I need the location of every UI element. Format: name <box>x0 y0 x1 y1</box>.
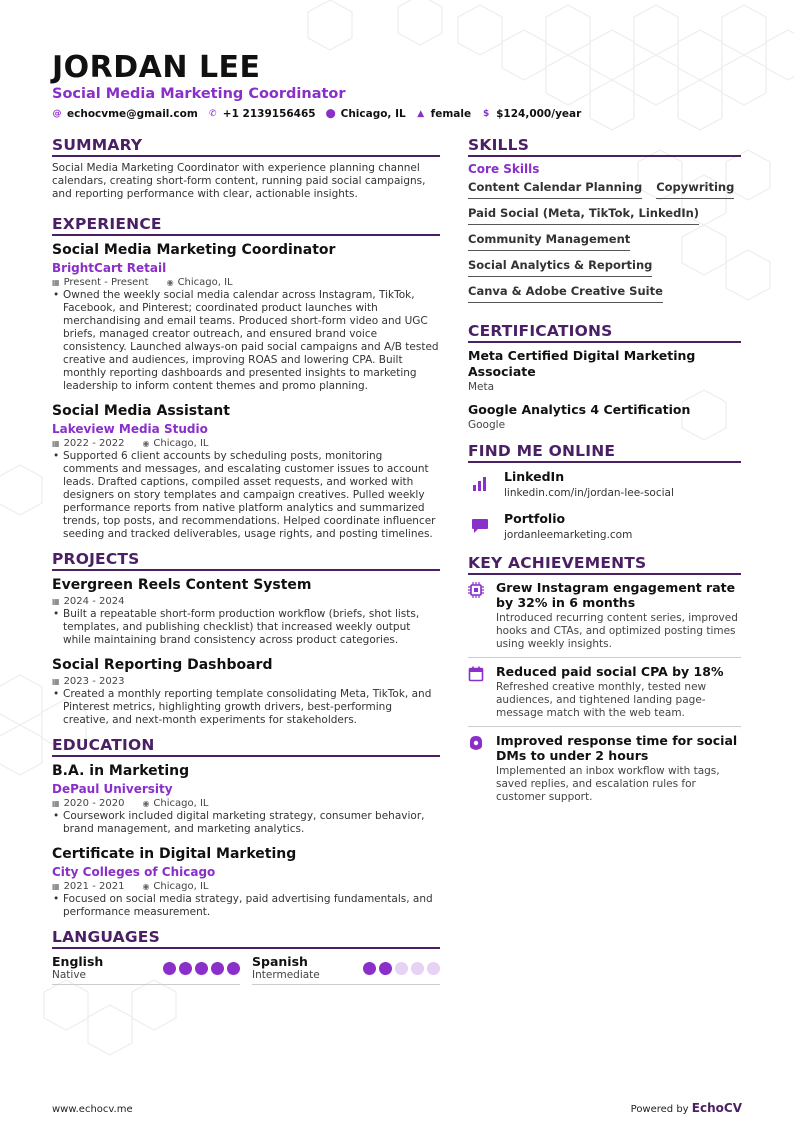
online-section <box>468 442 741 544</box>
footer-powered-by[interactable]: Powered by EchoCV <box>630 1101 742 1115</box>
language-name: English <box>52 954 104 969</box>
experience-item <box>52 402 440 541</box>
achievements-section <box>468 554 741 810</box>
candidate-name: JORDAN LEE <box>52 50 261 85</box>
school-name: City Colleges of Chicago <box>52 865 216 879</box>
section-title: SUMMARY <box>52 136 440 157</box>
location-icon: ◉ <box>142 439 150 448</box>
certification-title: Google Analytics 4 Certification <box>468 402 691 417</box>
item-bullet: • Coursework included digital marketing strategy, consumer behavior, brand management, and marketing analytics. <box>52 810 440 836</box>
education-item <box>52 845 440 919</box>
skill-list <box>468 180 741 310</box>
online-link[interactable]: linkedin.com/in/jordan-lee-social <box>504 487 674 499</box>
achievement-item <box>468 664 741 727</box>
languages-section <box>52 928 440 985</box>
achievement-description: Refreshed creative monthly, tested new audiences, and tightened landing page-message match with the web team. <box>496 681 707 719</box>
project-title: Social Reporting Dashboard <box>52 657 273 673</box>
achievement-title: Reduced paid social CPA by 18% <box>496 664 724 679</box>
section-title: PROJECTS <box>52 550 440 571</box>
skill-tag: Canva & Adobe Creative Suite <box>468 284 663 303</box>
achievement-item <box>468 733 741 810</box>
achievement-item <box>468 580 741 658</box>
online-title: LinkedIn <box>504 469 565 484</box>
chip-icon <box>468 580 484 651</box>
item-meta: ▦ 2021 - 2021 ◉ Chicago, IL <box>52 881 209 892</box>
degree-title: B.A. in Marketing <box>52 763 190 779</box>
achievement-title: Grew Instagram engagement rate by 32% in 6 months <box>496 580 736 610</box>
location-icon: ◉ <box>142 882 150 891</box>
contact-phone[interactable]: ✆ +1 2139156465 <box>209 108 316 120</box>
item-bullet: • Created a monthly reporting template consolidating Meta, TikTok, and Pinterest metrics, highlighting growth drivers, best-performing creative, and next-month experiments for stakeholders. <box>52 688 440 727</box>
achievement-title: Improved response time for social DMs to under 2 hours <box>496 733 738 763</box>
skill-tag: Paid Social (Meta, TikTok, LinkedIn) <box>468 206 699 225</box>
item-meta: ▦ Present - Present ◉ Chicago, IL <box>52 277 233 288</box>
language-name: Spanish <box>252 954 308 969</box>
item-bullet: • Supported 6 client accounts by scheduling posts, monitoring comments and messages, and escalating customer issues to account leads. Drafted captions, compiled asset requests, and worked with designers on story templates and campaign creatives. Pulled weekly performance reports from native platform analytics and summarized trends, top posts, and recommendations. Helped coordinate influencer seeding and tracked deliverables, usage rights, and posting timelines. <box>52 450 440 541</box>
rating-dot <box>195 962 208 975</box>
footer-brand: EchoCV <box>691 1101 742 1115</box>
job-title: Social Media Marketing Coordinator <box>52 242 336 258</box>
candidate-role: Social Media Marketing Coordinator <box>52 86 346 102</box>
certification-item <box>468 402 741 432</box>
education-item <box>52 762 440 836</box>
item-bullet: • Focused on social media strategy, paid advertising fundamentals, and performance measurement. <box>52 893 440 919</box>
calendar-icon: ▦ <box>52 278 60 287</box>
language-item <box>52 954 240 985</box>
calendar-icon: ▦ <box>52 882 60 891</box>
location-icon: ◉ <box>142 799 150 808</box>
achievement-description: Introduced recurring content series, improved hooks and CTAs, and optimized posting times using weekly insights. <box>496 612 738 650</box>
job-title: Social Media Assistant <box>52 403 230 419</box>
rating-dot <box>227 962 240 975</box>
rating-dot <box>163 962 176 975</box>
calendar-icon: ▦ <box>52 597 60 606</box>
online-item[interactable] <box>468 468 741 502</box>
contact-bar <box>52 108 581 120</box>
contact-email[interactable]: @ echocvme@gmail.com <box>52 108 198 120</box>
rating-dot <box>395 962 408 975</box>
language-item <box>252 954 440 985</box>
language-level: Native <box>52 969 86 981</box>
footer-website[interactable]: www.echocv.me <box>52 1104 133 1115</box>
online-link[interactable]: jordanleemarketing.com <box>504 529 633 541</box>
rating-dot <box>379 962 392 975</box>
skill-tag: Content Calendar Planning <box>468 180 642 199</box>
item-meta: ▦ 2022 - 2022 ◉ Chicago, IL <box>52 438 209 449</box>
experience-item <box>52 241 440 393</box>
contact-salary: $ $124,000/year <box>482 108 582 120</box>
skill-tag: Community Management <box>468 232 630 251</box>
experience-section <box>52 215 440 541</box>
calendar-icon: ▦ <box>52 439 60 448</box>
online-item[interactable] <box>468 510 741 544</box>
calendar-icon <box>468 664 484 720</box>
item-meta: ▦ 2024 - 2024 <box>52 596 125 607</box>
right-column <box>468 136 741 818</box>
language-rating <box>163 962 240 975</box>
section-title: EDUCATION <box>52 736 440 757</box>
school-name: DePaul University <box>52 782 173 796</box>
company-name: Lakeview Media Studio <box>52 422 208 436</box>
chat-icon <box>468 510 492 544</box>
summary-text: Social Media Marketing Coordinator with experience planning channel calendars, creating short-form content, running paid social campaigns, and reporting performance with clear, actionable insights. <box>52 162 426 200</box>
achievement-description: Implemented an inbox workflow with tags, saved replies, and escalation rules for customer support. <box>496 765 720 803</box>
section-title: KEY ACHIEVEMENTS <box>468 554 741 575</box>
bar-chart-icon <box>468 468 492 502</box>
skills-section <box>468 136 741 310</box>
money-icon: $ <box>482 109 490 119</box>
language-level: Intermediate <box>252 969 320 981</box>
project-item <box>52 576 440 647</box>
calendar-icon: ▦ <box>52 799 60 808</box>
section-title: FIND ME ONLINE <box>468 442 741 463</box>
rating-dot <box>427 962 440 975</box>
section-title: EXPERIENCE <box>52 215 440 236</box>
section-title: LANGUAGES <box>52 928 440 949</box>
contact-gender: ▲ female <box>417 108 472 120</box>
education-section <box>52 736 440 919</box>
item-bullet: • Built a repeatable short-form production workflow (briefs, shot lists, templates, and publishing checklist) that increased weekly output while maintaining brand consistency across product categories. <box>52 608 440 647</box>
summary-section <box>52 136 440 201</box>
location-icon: ⬤ <box>325 109 336 119</box>
skill-tag: Social Analytics & Reporting <box>468 258 652 277</box>
language-list <box>52 954 440 985</box>
degree-title: Certificate in Digital Marketing <box>52 846 297 862</box>
skill-tag: Copywriting <box>656 180 734 199</box>
certifications-section <box>468 322 741 432</box>
calendar-icon: ▦ <box>52 677 60 686</box>
rating-dot <box>363 962 376 975</box>
section-title: SKILLS <box>468 136 741 157</box>
location-icon: ◉ <box>166 278 174 287</box>
certification-title: Meta Certified Digital Marketing Associate <box>468 348 696 379</box>
certification-issuer: Google <box>468 419 506 431</box>
support-icon <box>468 733 484 804</box>
phone-icon: ✆ <box>209 109 217 119</box>
rating-dot <box>211 962 224 975</box>
language-rating <box>363 962 440 975</box>
rating-dot <box>411 962 424 975</box>
company-name: BrightCart Retail <box>52 261 167 275</box>
online-title: Portfolio <box>504 511 566 526</box>
contact-location: ⬤ Chicago, IL <box>325 108 406 120</box>
certification-item <box>468 348 741 394</box>
skill-group-title: Core Skills <box>468 162 540 176</box>
rating-dot <box>179 962 192 975</box>
item-bullet: • Owned the weekly social media calendar across Instagram, TikTok, Facebook, and Pinterest; coordinated product launches with merchandising and email teams. Produced short-form video and UGC briefs, managed creator outreach, and ensured brand voice consistency. Launched always-on paid social campaigns and A/B tested creative and audiences, improving ROAS and lowering CPA. Built monthly reporting dashboards and presented insights to marketing leadership to inform content themes and promo planning. <box>52 289 440 393</box>
project-item <box>52 656 440 727</box>
item-meta: ▦ 2020 - 2020 ◉ Chicago, IL <box>52 798 209 809</box>
projects-section <box>52 550 440 727</box>
project-title: Evergreen Reels Content System <box>52 577 312 593</box>
left-column <box>52 136 440 993</box>
certification-issuer: Meta <box>468 381 495 393</box>
item-meta: ▦ 2023 - 2023 <box>52 676 125 687</box>
section-title: CERTIFICATIONS <box>468 322 741 343</box>
person-icon: ▲ <box>417 109 425 119</box>
at-icon: @ <box>52 109 62 119</box>
